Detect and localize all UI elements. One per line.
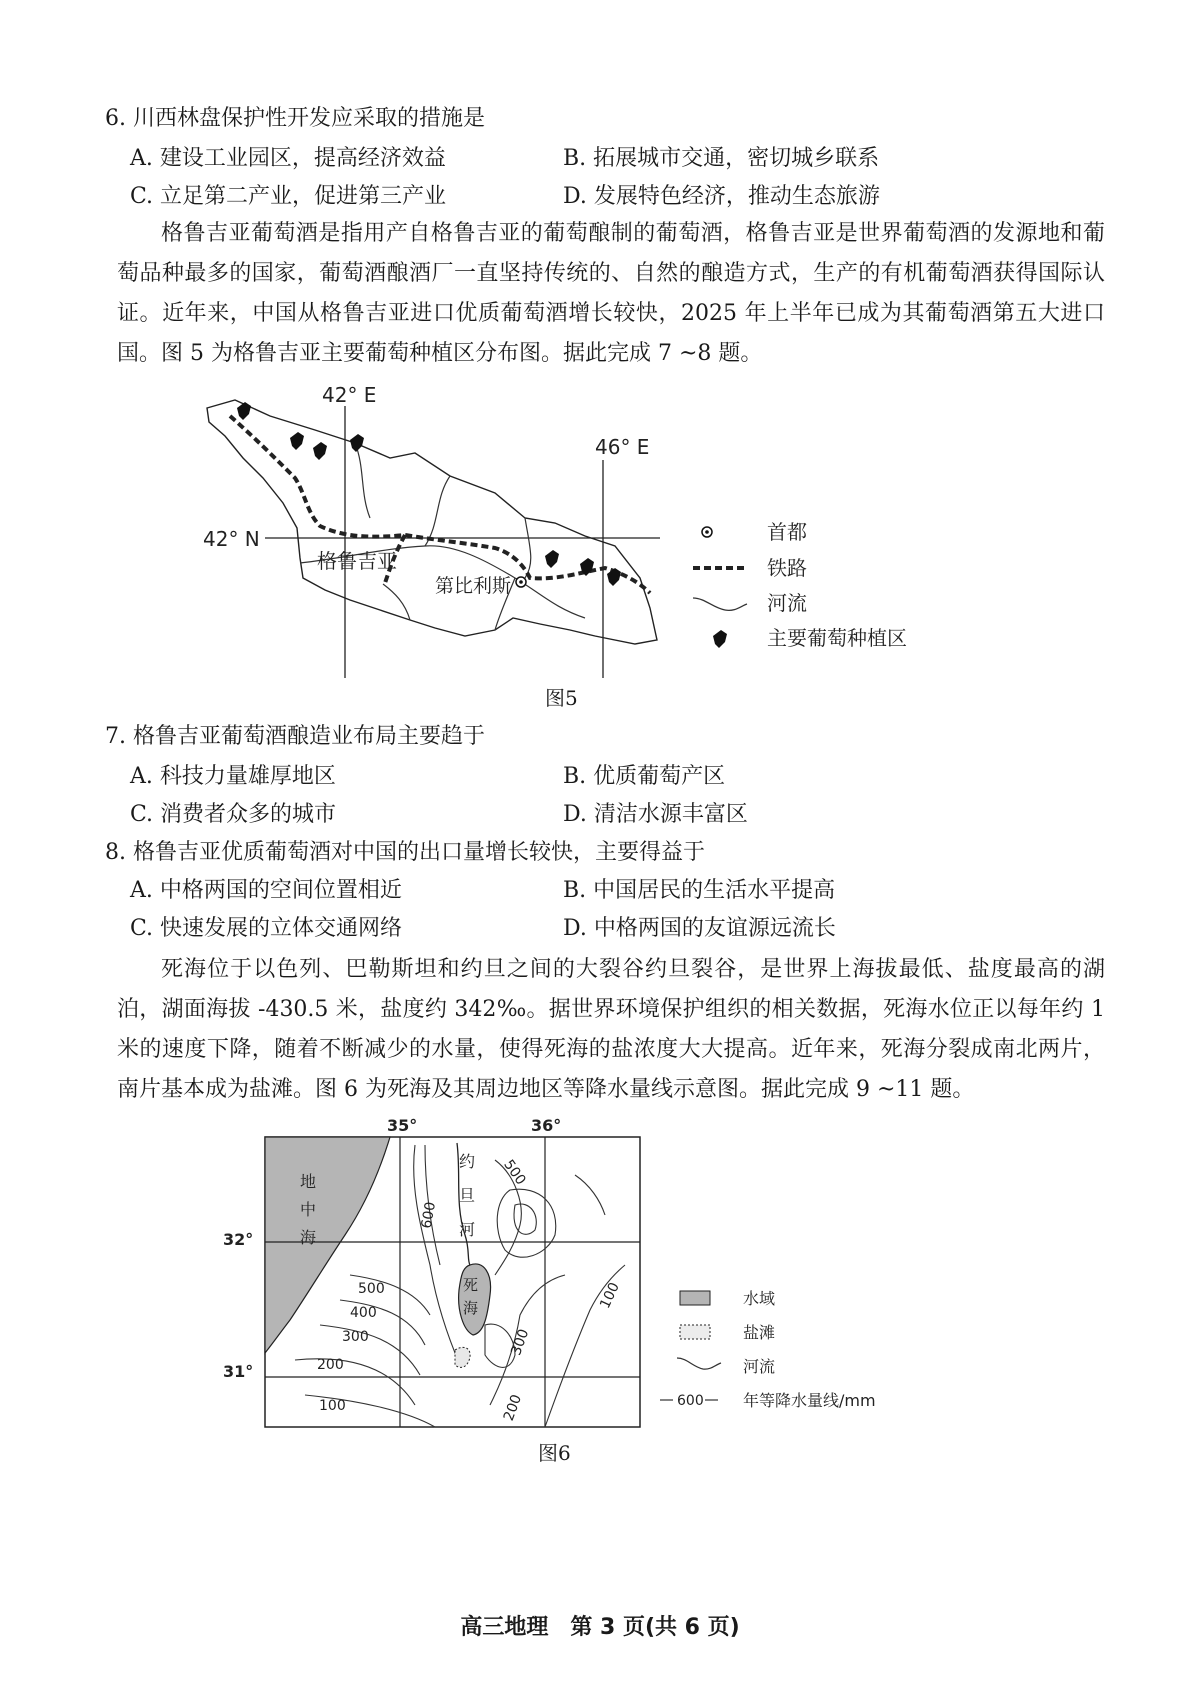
legend-railway-label: 铁路 xyxy=(767,556,807,580)
legend-grape-label: 主要葡萄种植区 xyxy=(767,626,907,650)
figure-5-caption: 图5 xyxy=(545,686,578,710)
fig5-lon-42: 42° E xyxy=(322,383,377,407)
q8-option-d: D. 中格两国的友谊源远流长 xyxy=(563,916,836,941)
figure-5-map xyxy=(195,378,925,708)
georgia-outline xyxy=(207,400,657,644)
fig6-lon-36: 36° xyxy=(531,1116,562,1135)
lake-label-1: 死 xyxy=(463,1276,479,1294)
page-footer: 高三地理 第 3 页(共 6 页) xyxy=(460,1615,740,1640)
fig5-capital-label: 第比利斯 xyxy=(435,575,512,597)
fig6-lat-31: 31° xyxy=(223,1362,254,1381)
legend-water-label: 水域 xyxy=(743,1289,776,1308)
fig5-lon-46: 46° E xyxy=(595,435,650,459)
q7-stem: 7. 格鲁吉亚葡萄酒酿造业布局主要趋于 xyxy=(105,724,485,749)
q6-stem: 6. 川西林盘保护性开发应采取的措施是 xyxy=(105,106,485,131)
legend-isoline-value: 600 xyxy=(677,1393,704,1409)
legend-salt-label: 盐滩 xyxy=(743,1323,776,1342)
lake-label-2: 海 xyxy=(463,1299,479,1317)
q7-option-d: D. 清洁水源丰富区 xyxy=(563,802,748,827)
fig5-lat-42: 42° N xyxy=(203,527,260,551)
isoline-label-500: 500 xyxy=(358,1281,385,1297)
q6-option-d: D. 发展特色经济，推动生态旅游 xyxy=(563,184,880,209)
fig5-country-label: 格鲁吉亚 xyxy=(317,549,397,573)
isoline-label-200-south: 200 xyxy=(500,1392,526,1424)
fig6-legend xyxy=(660,1289,876,1410)
isoline-label-300: 300 xyxy=(342,1329,369,1345)
sea-label-3: 海 xyxy=(300,1228,317,1247)
sea-label-1: 地 xyxy=(300,1172,317,1191)
fig5-legend xyxy=(693,520,907,650)
river-label-3: 河 xyxy=(459,1220,476,1239)
river-label-1: 约 xyxy=(459,1152,476,1171)
q6-option-b: B. 拓展城市交通，密切城乡联系 xyxy=(563,146,880,171)
q8-stem: 8. 格鲁吉亚优质葡萄酒对中国的出口量增长较快，主要得益于 xyxy=(105,840,705,865)
q6-option-c: C. 立足第二产业，促进第三产业 xyxy=(130,184,447,209)
legend-isoline-label: 年等降水量线/mm xyxy=(743,1391,876,1410)
legend-river-label: 河流 xyxy=(767,591,807,615)
legend-river-label-6: 河流 xyxy=(743,1357,776,1376)
passage-georgia-wine: 格鲁吉亚葡萄酒是指用产自格鲁吉亚的葡萄酿制的葡萄酒，格鲁吉亚是世界葡萄酒的发源地和葡萄品种最多的国家，葡萄酒酿酒厂一直坚持传统的、自然的酿造方式，生产的有机葡萄酒获得国际认证。近年来，中国从格鲁吉亚进口优质葡萄酒增长较快，2025 年上半年已成为其葡萄酒第五大进口国。图 5 为格鲁吉亚主要葡萄种植区分布图。据此完成 7 ~8 题。 xyxy=(117,221,1105,366)
isoline-label-100-east: 100 xyxy=(597,1280,623,1312)
isoline-label-500-north: 500 xyxy=(500,1157,529,1189)
passage-dead-sea: 死海位于以色列、巴勒斯坦和约旦之间的大裂谷约旦裂谷，是世界上海拔最低、盐度最高的湖泊，湖面海拔 -430.5 米，盐度约 342‰。据世界环境保护组织的相关数据，死海水位正以每年约 1 米的速度下降，随着不断减少的水量，使得死海的盐浓度大大提高。近年来，死海分裂成南北两片，南片基本成为盐滩。图 6 为死海及其周边地区等降水量线示意图。据此完成 9 ~11 题。 xyxy=(117,957,1105,1102)
legend-capital-label: 首都 xyxy=(767,520,807,544)
sea-label-2: 中 xyxy=(300,1200,317,1219)
fig5-grape-areas xyxy=(237,402,621,586)
river-label-2: 旦 xyxy=(459,1186,476,1205)
isoline-label-400: 400 xyxy=(350,1305,377,1321)
q8-option-a: A. 中格两国的空间位置相近 xyxy=(130,878,402,903)
q8-option-c: C. 快速发展的立体交通网络 xyxy=(130,916,403,941)
figure-6-map xyxy=(215,1115,935,1435)
isoline-label-300-east: 300 xyxy=(508,1326,533,1358)
q6-option-a: A. 建设工业园区，提高经济效益 xyxy=(130,146,446,171)
q7-option-a: A. 科技力量雄厚地区 xyxy=(130,764,336,789)
q8-option-b: B. 中国居民的生活水平提高 xyxy=(563,878,836,903)
isoline-label-600: 600 xyxy=(418,1200,440,1230)
isoline-label-100: 100 xyxy=(319,1398,346,1414)
figure-6-caption: 图6 xyxy=(538,1441,571,1465)
fig6-lat-32: 32° xyxy=(223,1230,254,1249)
isoline-label-200: 200 xyxy=(317,1357,344,1373)
q7-option-b: B. 优质葡萄产区 xyxy=(563,764,726,789)
fig6-lon-35: 35° xyxy=(387,1116,418,1135)
q7-option-c: C. 消费者众多的城市 xyxy=(130,802,337,827)
